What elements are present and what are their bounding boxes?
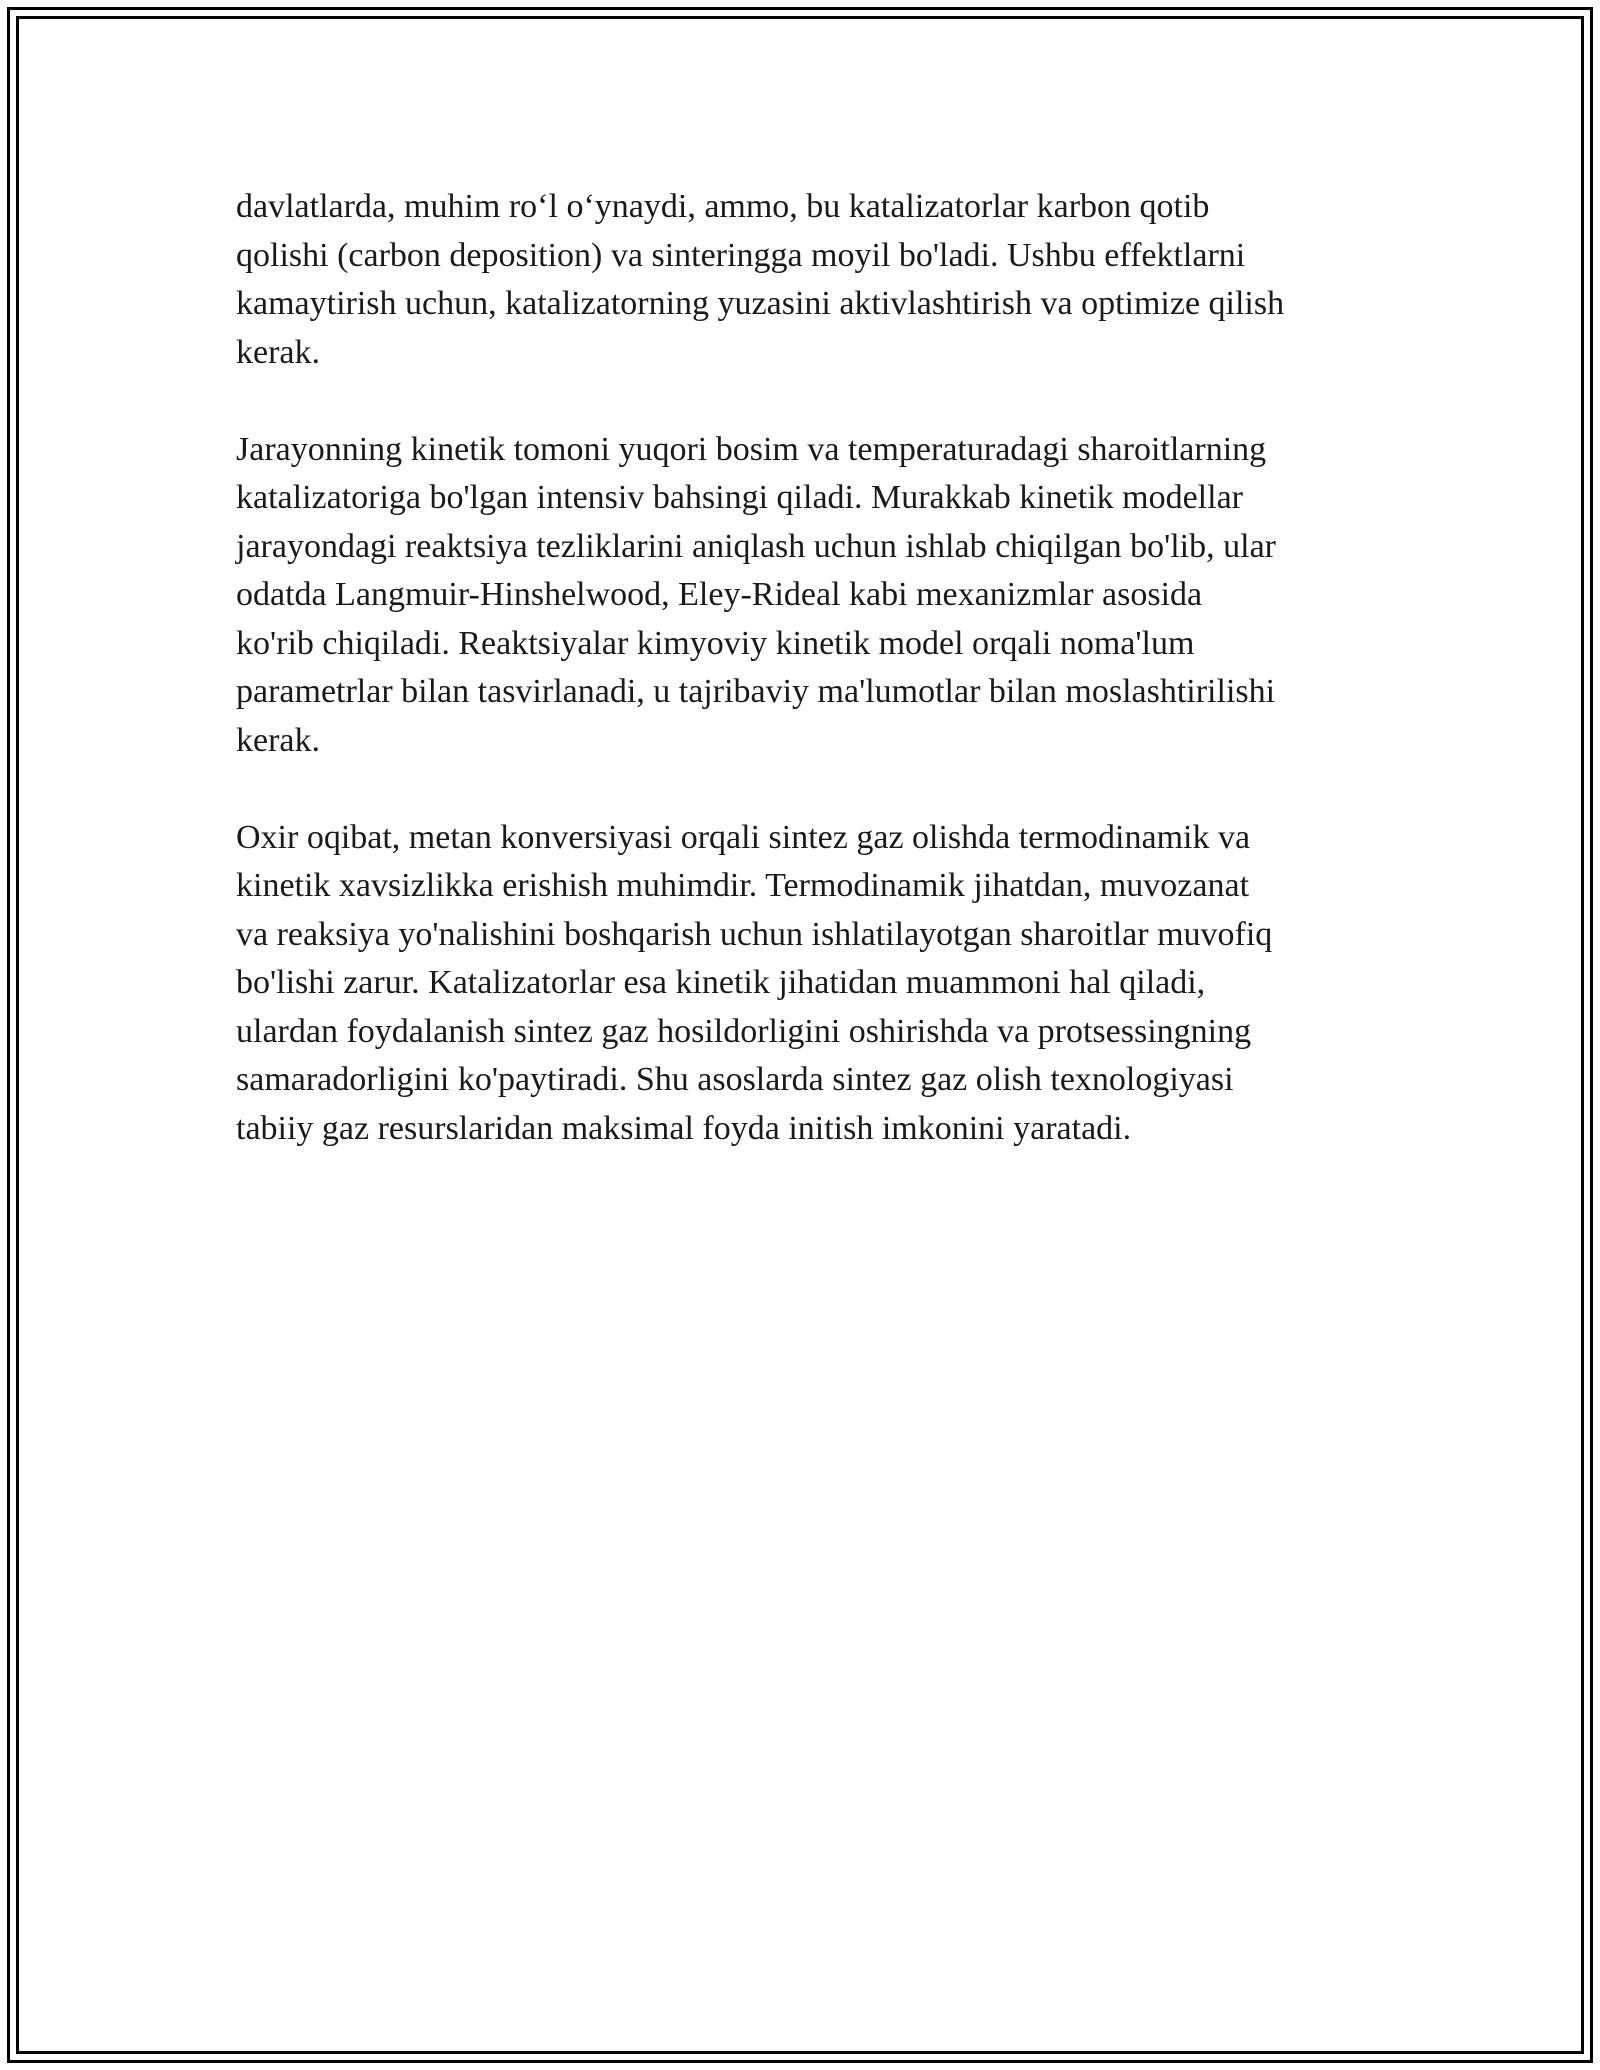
text-line: samaradorligini ko'paytiradi. Shu asoslarda sintez gaz olish texnologiyasi <box>236 1061 1234 1098</box>
text-line: odatda Langmuir-Hinshelwood, Eley-Rideal kabi mexanizmlar asosida <box>236 576 1203 613</box>
paragraph-1 <box>236 183 1386 377</box>
text-line: qolishi (carbon deposition) va sinteringga moyil bo'ladi. Ushbu effektlarni <box>236 236 1246 274</box>
text-line: tabiiy gaz resurslaridan maksimal foyda initish imkonini yaratadi. <box>236 1109 1132 1147</box>
document-body <box>236 183 1386 1202</box>
paragraph-2 <box>236 426 1386 766</box>
text-line: kerak. <box>236 721 321 759</box>
text-line: kerak. <box>236 333 321 371</box>
paragraph-3 <box>236 814 1386 1154</box>
text-line: parametrlar bilan tasvirlanadi, u tajribaviy ma'lumotlar bilan moslashtirilishi <box>236 673 1276 710</box>
text-line: kamaytirish uchun, katalizatorning yuzasini aktivlashtirish va optimize qilish <box>236 285 1285 322</box>
text-line: davlatlarda, muhim ro‘l o‘ynaydi, ammo, bu katalizatorlar karbon qotib <box>236 188 1210 225</box>
text-line: ko'rib chiqiladi. Reaktsiyalar kimyoviy kinetik model orqali noma'lum <box>236 624 1195 662</box>
text-line: jarayondagi reaktsiya tezliklarini aniqlash uchun ishlab chiqilgan bo'lib, ular <box>236 527 1276 565</box>
text-line: bo'lishi zarur. Katalizatorlar esa kinetik jihatidan muammoni hal qiladi, <box>236 964 1206 1001</box>
text-line: Jarayonning kinetik tomoni yuqori bosim va temperaturadagi sharoitlarning <box>236 430 1267 468</box>
text-line: va reaksiya yo'nalishini boshqarish uchun ishlatilayotgan sharoitlar muvofiq <box>236 915 1273 953</box>
text-line: ulardan foydalanish sintez gaz hosildorligini oshirishda va protsessingning <box>236 1012 1252 1050</box>
text-line: kinetik xavsizlikka erishish muhimdir. Termodinamik jihatdan, muvozanat <box>236 867 1250 904</box>
text-line: katalizatoriga bo'lgan intensiv bahsingi qiladi. Murakkab kinetik modellar <box>236 479 1243 516</box>
text-line: Oxir oqibat, metan konversiyasi orqali sintez gaz olishda termodinamik va <box>236 818 1251 856</box>
